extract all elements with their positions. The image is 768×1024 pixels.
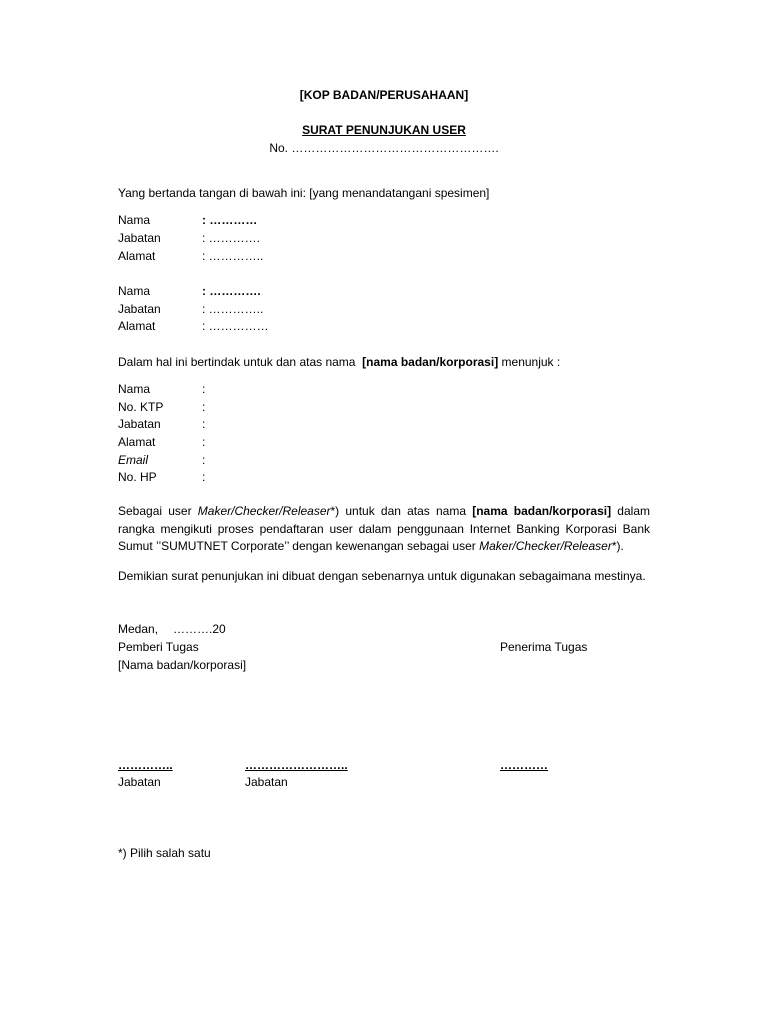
signatory-2-nama-label: Nama bbox=[118, 284, 151, 298]
p1-role-2: Maker/Checker/Releaser bbox=[479, 539, 612, 553]
p1-role: Maker/Checker/Releaser bbox=[197, 504, 331, 518]
footnote: *) Pilih salah satu bbox=[118, 846, 211, 860]
appointee-ktp-label: No. KTP bbox=[118, 400, 164, 414]
signature-line-2: …………………….. bbox=[245, 758, 348, 772]
p1-text-a: Sebagai user bbox=[118, 504, 198, 518]
body-paragraph-2: Demikian surat penunjukan ini dibuat dengan sebenarnya untuk digunakan sebagaimana mestinya. bbox=[118, 569, 646, 583]
receiver-label: Penerima Tugas bbox=[500, 640, 588, 654]
body-paragraph-1 bbox=[118, 503, 650, 556]
appointee-email-label: Email bbox=[118, 453, 149, 467]
appointee-jabatan-label: Jabatan bbox=[118, 417, 161, 431]
appointee-ktp-colon: : bbox=[202, 400, 206, 414]
appointment-prefix: Dalam hal ini bertindak untuk dan atas nama bbox=[118, 355, 363, 369]
p1-entity: [nama badan/korporasi] bbox=[472, 504, 612, 518]
appointee-jabatan-colon: : bbox=[202, 417, 206, 431]
appointment-sentence bbox=[118, 356, 560, 368]
p1-text-b: *) untuk dan atas nama bbox=[330, 504, 473, 518]
signatory-1-alamat-value: : ………….. bbox=[202, 249, 264, 263]
giver-label: Pemberi Tugas bbox=[118, 640, 199, 654]
signatory-2-alamat-value: : …………… bbox=[202, 319, 269, 333]
document-title: SURAT PENUNJUKAN USER bbox=[302, 123, 466, 137]
giver-entity: [Nama badan/korporasi] bbox=[118, 658, 247, 672]
closing-date: ……….20 bbox=[173, 622, 226, 636]
closing-place: Medan, bbox=[118, 622, 159, 636]
appointee-alamat-label: Alamat bbox=[118, 435, 156, 449]
signatory-1-jabatan-label: Jabatan bbox=[118, 231, 161, 245]
signature-jabatan-1: Jabatan bbox=[118, 775, 161, 789]
intro-text: Yang bertanda tangan di bawah ini: [yang menandatangani spesimen] bbox=[118, 186, 490, 200]
signatory-1-nama-value: : ………… bbox=[202, 213, 258, 227]
appointee-hp-label: No. HP bbox=[118, 470, 157, 484]
signatory-2-jabatan-value: : ………….. bbox=[202, 302, 264, 316]
signatory-2-nama-value: : …………. bbox=[202, 284, 261, 298]
signatory-1-jabatan-value: : …………. bbox=[202, 231, 261, 245]
appointee-hp-colon: : bbox=[202, 470, 206, 484]
appointee-nama-label: Nama bbox=[118, 382, 151, 396]
appointee-alamat-colon: : bbox=[202, 435, 206, 449]
document-number: No. ……………………………………………. bbox=[269, 141, 499, 155]
signature-jabatan-2: Jabatan bbox=[245, 775, 288, 789]
signatory-1-alamat-label: Alamat bbox=[118, 249, 156, 263]
appointment-entity: [nama badan/korporasi] bbox=[362, 355, 499, 369]
signatory-2-jabatan-label: Jabatan bbox=[118, 302, 161, 316]
letterhead-placeholder: [KOP BADAN/PERUSAHAAN] bbox=[299, 88, 469, 102]
appointment-suffix: menunjuk : bbox=[498, 355, 561, 369]
p1-text-c: dalam rangka mengikuti proses pendaftaran user dalam penggunaan Internet Banking Korporasi Bank Sumut ’’SUMUTNET Corporate’’ dengan kewenangan sebagai user bbox=[118, 504, 650, 553]
appointee-email-colon: : bbox=[202, 453, 206, 467]
signatory-2-alamat-label: Alamat bbox=[118, 319, 156, 333]
signatory-1-nama-label: Nama bbox=[118, 213, 151, 227]
signature-line-3: ………… bbox=[500, 758, 548, 772]
p1-text-d: *). bbox=[611, 539, 624, 553]
appointee-nama-colon: : bbox=[202, 382, 206, 396]
signature-line-1: ………….. bbox=[118, 758, 173, 772]
